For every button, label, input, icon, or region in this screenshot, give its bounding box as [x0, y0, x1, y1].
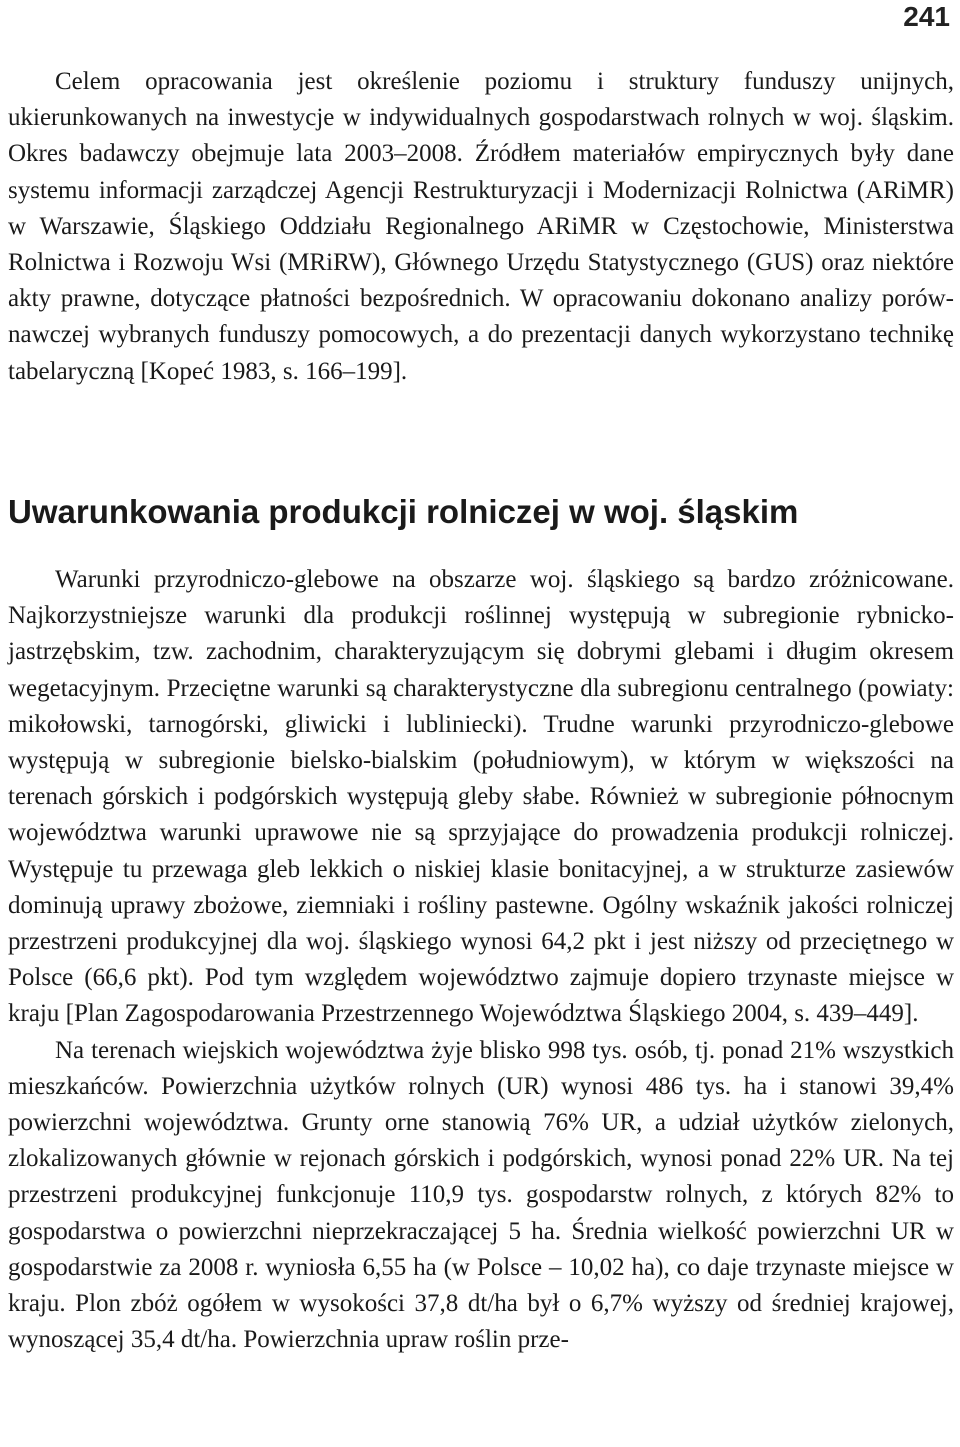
section-heading: Uwarunkowania produkcji rolniczej w woj. śląskim — [8, 493, 799, 530]
intro-paragraph: Celem opracowania jest określenie poziomu i struktury funduszy unijnych, ukierunkowanych na inwestycje w indywidualnych gospodarstwach rolnych w woj. śląskim. Okres badawczy obejmuje lata 2003–2008. Źródłem materiałów empirycznych były dane systemu informacji zarządczej Agencji Restrukturyzacji i Modernizacji Rolnictwa (ARiMR) w Warszawie, Śląskiego Oddziału Regionalnego ARiMR w Częstochowie, Ministerstwa Rolnictwa i Rozwoju Wsi (MRiRW), Głównego Urzędu Statystycznego (GUS) oraz niektóre akty prawne, dotyczące płatności bezpośrednich. W opracowaniu dokonano analizy porównawczej wybranych funduszy pomocowych, a do prezentacji danych wykorzystano technikę tabelaryczną [Kopeć 1983, s. 166–199]. — [8, 68, 954, 385]
intro-section — [8, 64, 954, 390]
page-number: 241 — [903, 1, 950, 32]
section-paragraph-2: Na terenach wiejskich województwa żyje blisko 998 tys. osób, tj. ponad 21% wszystkich mieszkańców. Powierzchnia użytków rolnych (UR) wynosi 486 tys. ha i stanowi 39,4% powierzchni województwa. Grunty orne stanowią 76% UR, a udział użytków zielonych, zlokalizowanych głównie w rejonach górskich i podgórskich, wynosi ponad 22% UR. Na tej przestrzeni produkcyjnej funkcjonuje 110,9 tys. gospodarstw rolnych, z których 82% to gospodarstwa o powierzchni nieprzekraczającej 5 ha. Średnia wielkość powierzchni UR w gospodarstwie za 2008 r. wyniosła 6,55 ha (w Polsce – 10,02 ha), co daje trzynaste miejsce w kraju. Plon zbóż ogółem w wysokości 37,8 dt/ha był o 6,7% wyższy od średniej krajowej, wynoszącej 35,4 dt/ha. Powierzchnia upraw roślin prze- — [8, 1036, 954, 1354]
section-body — [8, 562, 954, 1358]
section-paragraph-1: Warunki przyrodniczo-glebowe na obszarze woj. śląskiego są bardzo zróżnicowane. Najkorzystniejsze warunki dla produkcji roślinnej występują w subregionie rybnicko-jastrzębskim, tzw. zachodnim, charakteryzującym się dobrymi glebami i długim okresem wegetacyjnym. Przeciętne warunki są charakterystyczne dla subregionu centralnego (powiaty: mikołowski, tarnogórski, gliwicki i lubliniecki). Trudne warunki przyrodniczo-glebowe występują w subregionie bielsko-bialskim (południowym), w którym w większości na terenach górskich i podgórskich występują gleby słabe. Również w subregionie północnym województwa warunki uprawowe nie są sprzyjające do prowadzenia produkcji rolniczej. Występuje tu przewaga gleb lekkich o niskiej klasie bonitacyjnej, a w strukturze zasiewów dominują uprawy zbożowe, ziemniaki i rośliny pastewne. Ogólny wskaźnik jakości rolniczej przestrzeni produkcyjnej dla woj. śląskiego wynosi 64,2 pkt i jest niższy od przeciętnego w Polsce (66,6 pkt). Pod tym względem województwo zajmuje dopiero trzynaste miejsce w kraju [Plan Zagospodarowania Przestrzennego Województwa Śląskiego 2004, s. 439–449]. — [8, 566, 954, 1028]
